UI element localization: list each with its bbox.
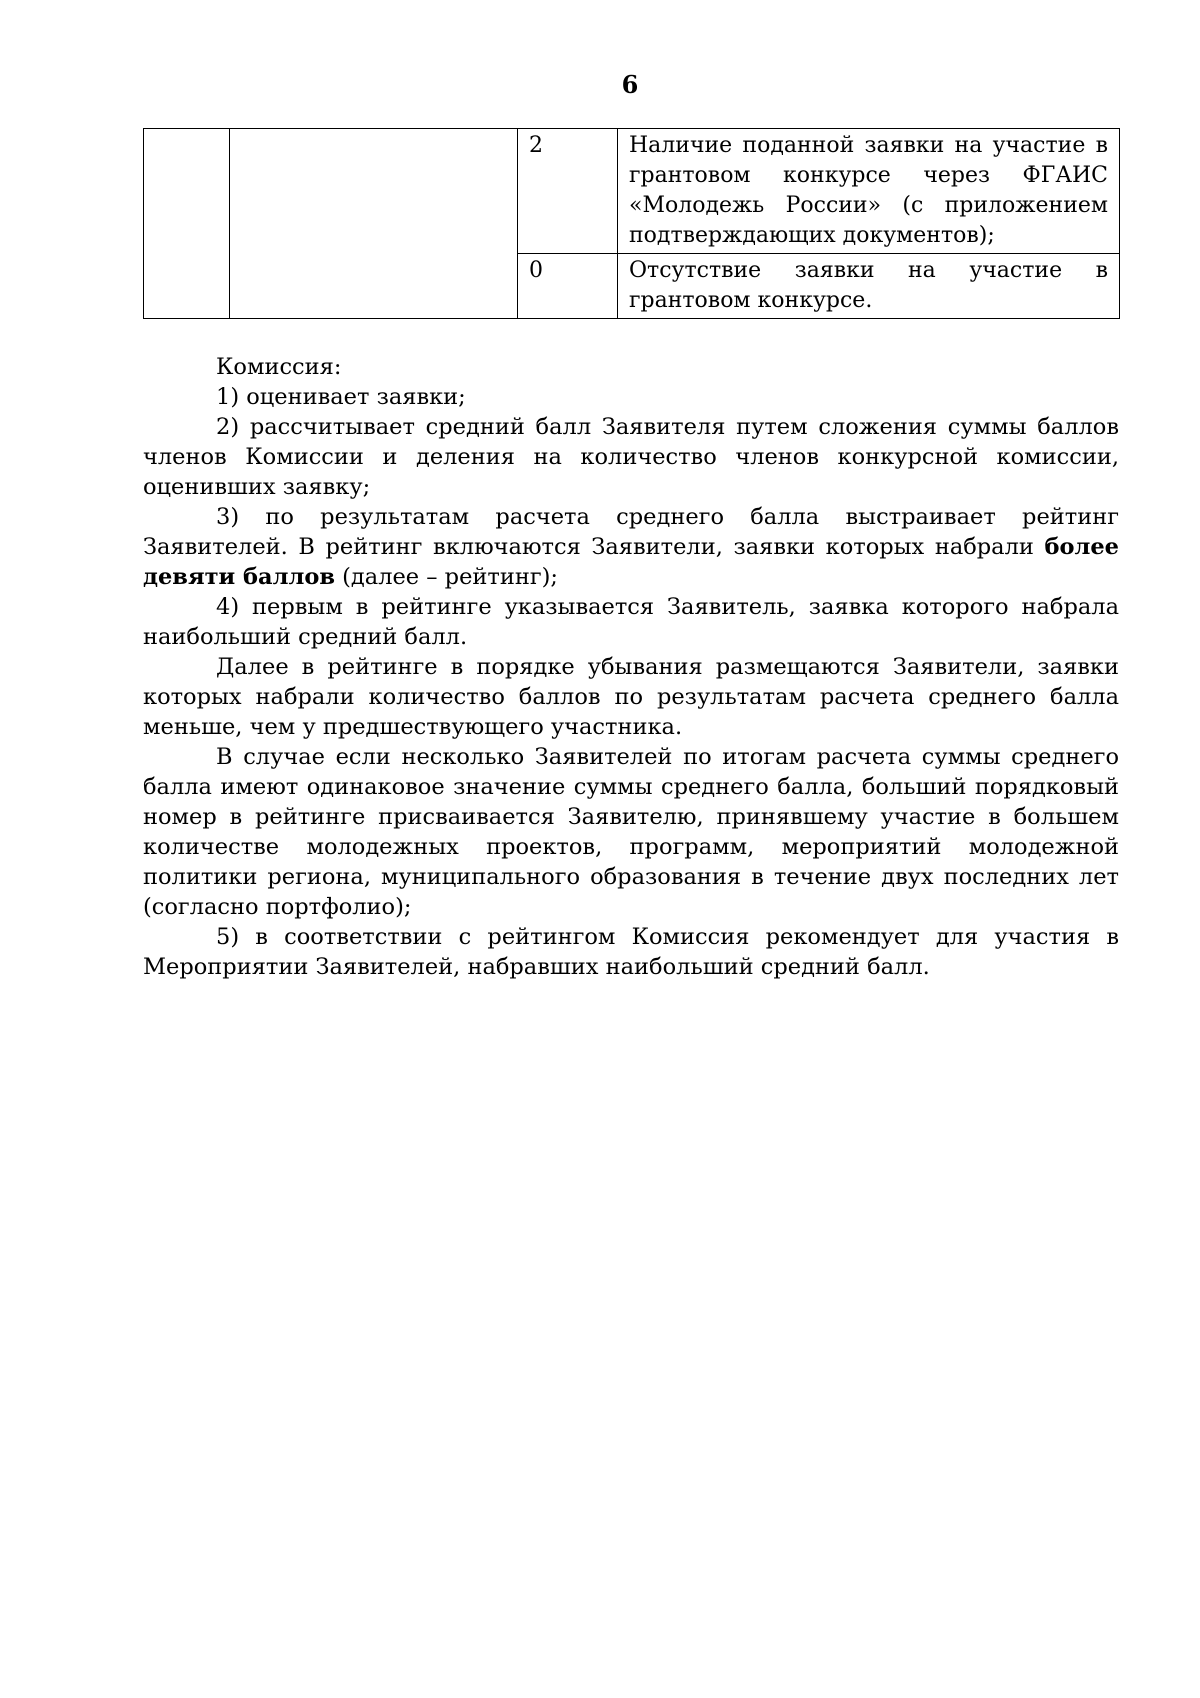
paragraph: В случае если несколько Заявителей по итогам расчета суммы среднего балла имеют одинаковое значение суммы среднего балла, больший порядковый номер в рейтинге присваивается Заявителю, принявшему участие в большем количестве молодежных проектов, программ, мероприятий молодежной политики региона, муниципального образования в течение двух последних лет (согласно портфолио); [143, 744, 1119, 920]
paragraph: Далее в рейтинге в порядке убывания размещаются Заявители, заявки которых набрали количество баллов по результатам расчета среднего балла меньше, чем у предшествующего участника. [143, 654, 1119, 740]
paragraph: 2) рассчитывает средний балл Заявителя путем сложения суммы баллов членов Комиссии и деления на количество членов конкурсной комиссии, оценивших заявку; [143, 414, 1119, 500]
table-cell-empty [144, 129, 230, 319]
body-text [143, 352, 1119, 982]
paragraph-text: (далее – рейтинг); [335, 564, 558, 590]
page-number: 6 [621, 70, 639, 99]
bold-emphasis: более девяти баллов [143, 534, 1119, 590]
paragraph: 1) оценивает заявки; [216, 384, 466, 410]
table-row [144, 129, 1120, 254]
paragraph: 4) первым в рейтинге указывается Заявитель, заявка которого набрала наибольший средний балл. [143, 594, 1119, 650]
paragraph [143, 502, 1119, 592]
score-description-cell: Наличие поданной заявки на участие в грантовом конкурсе через ФГАИС «Молодежь России» (с приложением подтверждающих документов); [618, 129, 1120, 254]
score-cell: 2 [518, 129, 618, 254]
paragraph: Комиссия: [216, 354, 342, 380]
paragraph: 5) в соответствии с рейтингом Комиссия рекомендует для участия в Мероприятии Заявителей, набравших наибольший средний балл. [143, 924, 1119, 980]
score-description-cell: Отсутствие заявки на участие в грантовом конкурсе. [618, 254, 1120, 319]
criteria-score-table [143, 128, 1120, 319]
table-cell-empty [230, 129, 518, 319]
paragraph-text: 3) по результатам расчета среднего балла выстраивает рейтинг Заявителей. В рейтинг включаются Заявители, заявки которых набрали [143, 504, 1119, 560]
score-cell: 0 [518, 254, 618, 319]
